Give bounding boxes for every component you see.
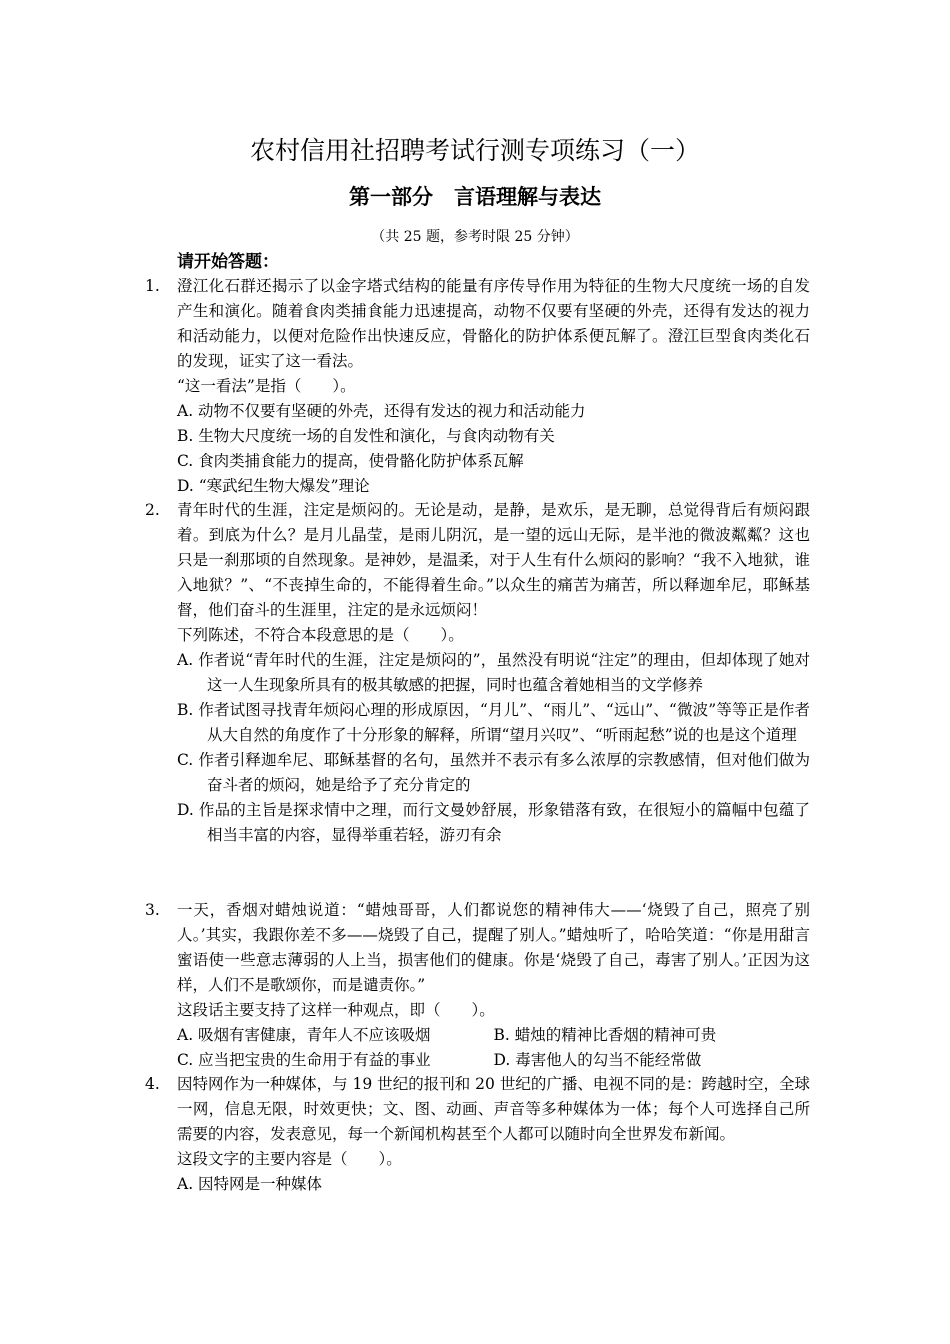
start-prompt: 请开始答题： [177, 252, 279, 272]
question-stem: 澄江化石群还揭示了以金字塔式结构的能量有序传导作用为特征的生物大尺度统一场的自发产生和演化。随着食肉类捕食能力迅速提高，动物不仅要有坚硬的外壳，还得有发达的视力和活动能力，以便对危险作出快速反应，骨骼化的防护体系便瓦解了。澄江巨型食肉类化石的发现，证实了这一看法。 [177, 277, 810, 370]
option-b: B. 生物大尺度统一场的自发性和演化，与食肉动物有关 [177, 427, 555, 445]
option-c: C. 作者引释迦牟尼、耶稣基督的名句，虽然并不表示有多么浓厚的宗教感情，但对他们做为奋斗者的烦闷，她是给予了充分肯定的 [177, 751, 810, 794]
question-2 [145, 498, 810, 848]
question-prompt: 这段话主要支持了这样一种观点，即（ ）。 [177, 1001, 495, 1019]
option-row [177, 1023, 810, 1048]
question-4 [145, 1072, 810, 1197]
option-b: B. 蜡烛的精神比香烟的精神可贵 [493, 1026, 717, 1044]
question-stem: 因特网作为一种媒体，与 19 世纪的报刊和 20 世纪的广播、电视不同的是：跨越时空，全球一网，信息无限，时效更快；文、图、动画、声音等多种媒体为一体；每个人可选择自己所需要的内容，发表意见，每一个新闻机构甚至个人都可以随时向全世界发布新闻。 [177, 1075, 810, 1143]
option-c: C. 食肉类捕食能力的提高，使骨骼化防护体系瓦解 [177, 452, 524, 470]
option-d: D. 作品的主旨是探求情中之理，而行文曼妙舒展，形象错落有致，在很短小的篇幅中包蕴了相当丰富的内容，显得举重若轻，游刃有余 [177, 801, 810, 844]
question-number: 1. [145, 277, 160, 295]
option-b: B. 作者试图寻找青年烦闷心理的形成原因，“月儿”、“雨儿”、“远山”、“微波”等等正是作者从大自然的角度作了十分形象的解释，所谓“望月兴叹”、“听雨起愁”说的也是这个道理 [177, 701, 810, 744]
option-d: D. 毒害他人的勾当不能经常做 [493, 1051, 702, 1069]
question-stem: 青年时代的生涯，注定是烦闷的。无论是动，是静，是欢乐，是无聊，总觉得背后有烦闷跟着。到底为什么？是月儿晶莹，是雨儿阴沉，是一望的远山无际，是半池的微波粼粼？这也只是一刹那顷的自然现象。是神妙，是温柔，对于人生有什么烦闷的影响？“我不入地狱，谁入地狱？”、“不丧掉生命的，不能得着生命。”以众生的痛苦为痛苦，所以释迦牟尼，耶稣基督，他们奋斗的生涯里，注定的是永远烦闷！ [177, 501, 810, 619]
question-3 [145, 898, 810, 1073]
option-c: C. 应当把宝贵的生命用于有益的事业 [177, 1051, 431, 1069]
section-title: 第一部分 言语理解与表达 [349, 184, 601, 209]
question-stem: 一天，香烟对蜡烛说道：“蜡烛哥哥，人们都说您的精神伟大——‘烧毁了自己，照亮了别人。’其实，我跟你差不多——烧毁了自己，提醒了别人。”蜡烛听了，哈哈笑道：“你是用甜言蜜语使一些意志薄弱的人上当，损害他们的健康。你是‘烧毁了自己，毒害了别人。’正因为这样，人们不是歌颂你，而是谴责你。” [177, 901, 810, 994]
option-a: A. 吸烟有害健康，青年人不应该吸烟 [177, 1026, 431, 1044]
document-title: 农村信用社招聘考试行测专项练习（一） [249, 136, 700, 165]
option-a: A. 动物不仅要有坚硬的外壳，还得有发达的视力和活动能力 [177, 402, 586, 420]
question-prompt: 下列陈述，不符合本段意思的是（ ）。 [177, 626, 464, 644]
option-a: A. 作者说“青年时代的生涯，注定是烦闷的”，虽然没有明说“注定”的理由，但却体现了她对这一人生现象所具有的极其敏感的把握，同时也蕴含着她相当的文学修养 [177, 651, 810, 694]
question-number: 2. [145, 501, 160, 519]
question-1 [145, 274, 810, 499]
question-number: 3. [145, 901, 160, 919]
option-row [177, 1048, 810, 1073]
option-a: A. 因特网是一种媒体 [177, 1175, 323, 1193]
question-number: 4. [145, 1075, 160, 1093]
question-prompt: 这段文字的主要内容是（ ）。 [177, 1150, 402, 1168]
option-d: D. “寒武纪生物大爆发”理论 [177, 477, 370, 495]
question-prompt: “这一看法”是指（ ）。 [177, 377, 356, 395]
time-limit-note: （共 25 题，参考时限 25 分钟） [371, 229, 579, 245]
